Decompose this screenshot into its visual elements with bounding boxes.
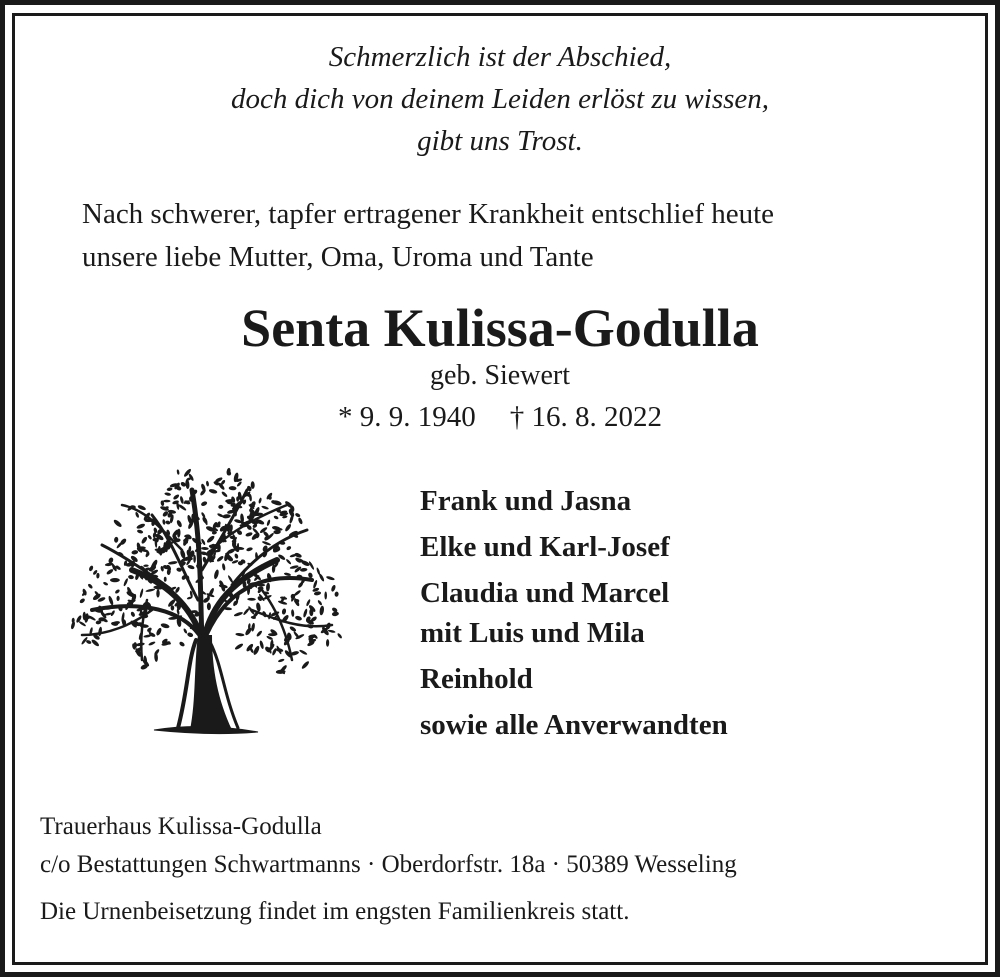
mourner-entry: sowie alle Anverwandten [420, 709, 728, 741]
tree-leaf [187, 564, 195, 570]
tree-leaf [234, 553, 239, 559]
tree-leaf [131, 550, 138, 555]
verse-line: doch dich von deinem Leiden erlöst zu wissen, [230, 83, 770, 115]
verse-line: Schmerzlich ist der Abschied, [328, 41, 672, 73]
tree-leaf [79, 597, 86, 604]
tree-leaf [213, 569, 219, 580]
mourner-entry: Reinhold [420, 663, 533, 695]
tree-leaf [128, 575, 134, 580]
tree-leaf [233, 611, 243, 617]
tree-leaf [295, 615, 303, 621]
tree-leaf [141, 536, 149, 545]
tree-leaf [235, 633, 244, 637]
tree-leaf [179, 641, 186, 648]
address-line: Trauerhaus Kulissa-Godulla [40, 813, 322, 840]
tree-leaf [289, 626, 297, 633]
tree-leaf [143, 564, 149, 567]
tree-leaf [160, 623, 170, 630]
tree-leaf [278, 658, 285, 663]
tree-leaf [245, 532, 253, 538]
tree-leaf [285, 558, 291, 565]
tree-leaf [166, 487, 172, 492]
tree-leaf [229, 486, 237, 491]
tree-leaf [147, 534, 152, 540]
tree-leaf [266, 519, 271, 526]
tree-leaf [139, 588, 144, 598]
tree-leaf [145, 588, 155, 592]
tree-leaf [162, 519, 166, 525]
birth-name: geb. Siewert [430, 360, 570, 391]
tree-leaf [137, 529, 144, 534]
tree-leaf [281, 608, 286, 615]
mourners-list [420, 478, 728, 748]
tree-leaf [303, 608, 309, 617]
deceased-name: Senta Kulissa-Godulla [241, 298, 759, 358]
tree-leaf [200, 501, 207, 507]
tree-leaf [222, 563, 226, 571]
life-dates [0, 398, 1000, 436]
tree-leaf [88, 565, 94, 572]
tree-leaf [206, 535, 216, 544]
tree-leaf [164, 577, 167, 582]
tree-leaf [328, 629, 336, 633]
tree-leaf [70, 621, 75, 630]
tree-leaf [301, 660, 310, 670]
tree-leaf [103, 581, 109, 586]
tree-leaf [176, 469, 179, 475]
verse-line: gibt uns Trost. [417, 125, 583, 157]
tree-leaf [155, 627, 162, 636]
tree-leaf [130, 611, 136, 617]
mourner-entry: mit Luis und Mila [420, 617, 645, 649]
memorial-verse [0, 36, 1000, 162]
death-date: † 16. 8. 2022 [509, 401, 662, 433]
tree-leaf [179, 496, 184, 504]
tree-leaf [172, 494, 179, 501]
tree-leaf [123, 578, 129, 587]
tree-icon [62, 460, 348, 740]
tree-leaf [156, 589, 160, 597]
tree-leaf [98, 626, 103, 636]
tree-leaf [337, 632, 343, 639]
announcement-line: unsere liebe Mutter, Oma, Uroma und Tante [82, 241, 594, 273]
tree-leaf [153, 527, 158, 533]
announcement-text [82, 193, 774, 279]
tree-leaf [187, 576, 190, 582]
tree-leaf [187, 632, 194, 638]
mourner-entry: Claudia und Marcel [420, 577, 670, 609]
tree-leaf [227, 575, 234, 584]
tree-leaf [326, 639, 329, 647]
tree-leaf [318, 573, 325, 582]
tree-leaf [183, 628, 188, 634]
funeral-notice: Die Urnenbeisetzung findet im engsten Familienkreis statt. [40, 898, 630, 925]
tree-leaf [136, 523, 146, 530]
tree-leaf [273, 515, 279, 520]
tree-leaf [319, 605, 325, 615]
tree-leaf [295, 512, 301, 518]
tree-leaf [266, 583, 271, 592]
tree-leaf [165, 520, 171, 525]
tree-leaf [218, 505, 223, 509]
tree-leaf [185, 479, 190, 489]
tree-leaf [234, 643, 244, 651]
tree-leaf [206, 481, 210, 487]
tree-leaf [324, 592, 327, 600]
tree-leaf [110, 578, 120, 582]
tree-leaf [108, 595, 115, 606]
tree-leaf [326, 575, 335, 580]
tree-leaf [148, 641, 156, 646]
tree-leaf [91, 638, 100, 647]
tree-leaf [256, 630, 263, 637]
tree-leaf [286, 545, 292, 551]
tree-leaf [258, 497, 262, 503]
tree-leaf [160, 505, 170, 511]
tree-leaf [317, 600, 323, 606]
tree-leaf [164, 492, 171, 496]
tree-leaf [116, 596, 119, 601]
tree-leaf [284, 523, 292, 532]
tree-leaf [291, 609, 295, 617]
tree-leaf [208, 488, 217, 494]
tree-leaf [201, 538, 206, 545]
tree-leaf [87, 583, 93, 589]
tree-leaf [96, 573, 100, 579]
tree-leaf [284, 572, 292, 576]
tree-leaf [251, 623, 256, 632]
address-line: c/o Bestattungen Schwartmanns · Oberdorfstr. 18a · 50389 Wesseling [40, 851, 737, 878]
tree-leaf [330, 584, 336, 592]
tree-leaf [246, 547, 253, 552]
tree-leaf [207, 603, 211, 611]
mourning-address [40, 808, 737, 884]
tree-leaf [216, 555, 224, 562]
tree-leaf [106, 568, 114, 575]
tree-leaf [168, 561, 178, 565]
mourner-entry: Elke und Karl-Josef [420, 531, 670, 563]
tree-leaf [299, 649, 308, 655]
tree-leaf [171, 605, 175, 610]
tree-leaf [176, 519, 183, 528]
tree-leaf [114, 589, 120, 595]
tree-leaf [262, 540, 272, 546]
mourner-entry: Frank und Jasna [420, 485, 632, 517]
tree-leaf [221, 491, 228, 498]
tree-leaf [83, 612, 86, 620]
announcement-line: Nach schwerer, tapfer ertragener Krankheit entschlief heute [82, 198, 775, 230]
tree-leaf [201, 547, 209, 551]
tree-leaf [297, 517, 303, 525]
tree-leaf [247, 598, 256, 601]
tree-leaf [259, 640, 265, 649]
tree-leaf [294, 552, 303, 559]
tree-leaf [252, 645, 260, 656]
tree-leaf [113, 519, 123, 529]
tree-leaf [163, 500, 170, 503]
birth-date: * 9. 9. 1940 [338, 401, 476, 433]
tree-leaf [261, 505, 269, 510]
tree-leaf [222, 514, 231, 519]
tree-leaf [334, 591, 339, 597]
tree-leaf [114, 537, 119, 543]
